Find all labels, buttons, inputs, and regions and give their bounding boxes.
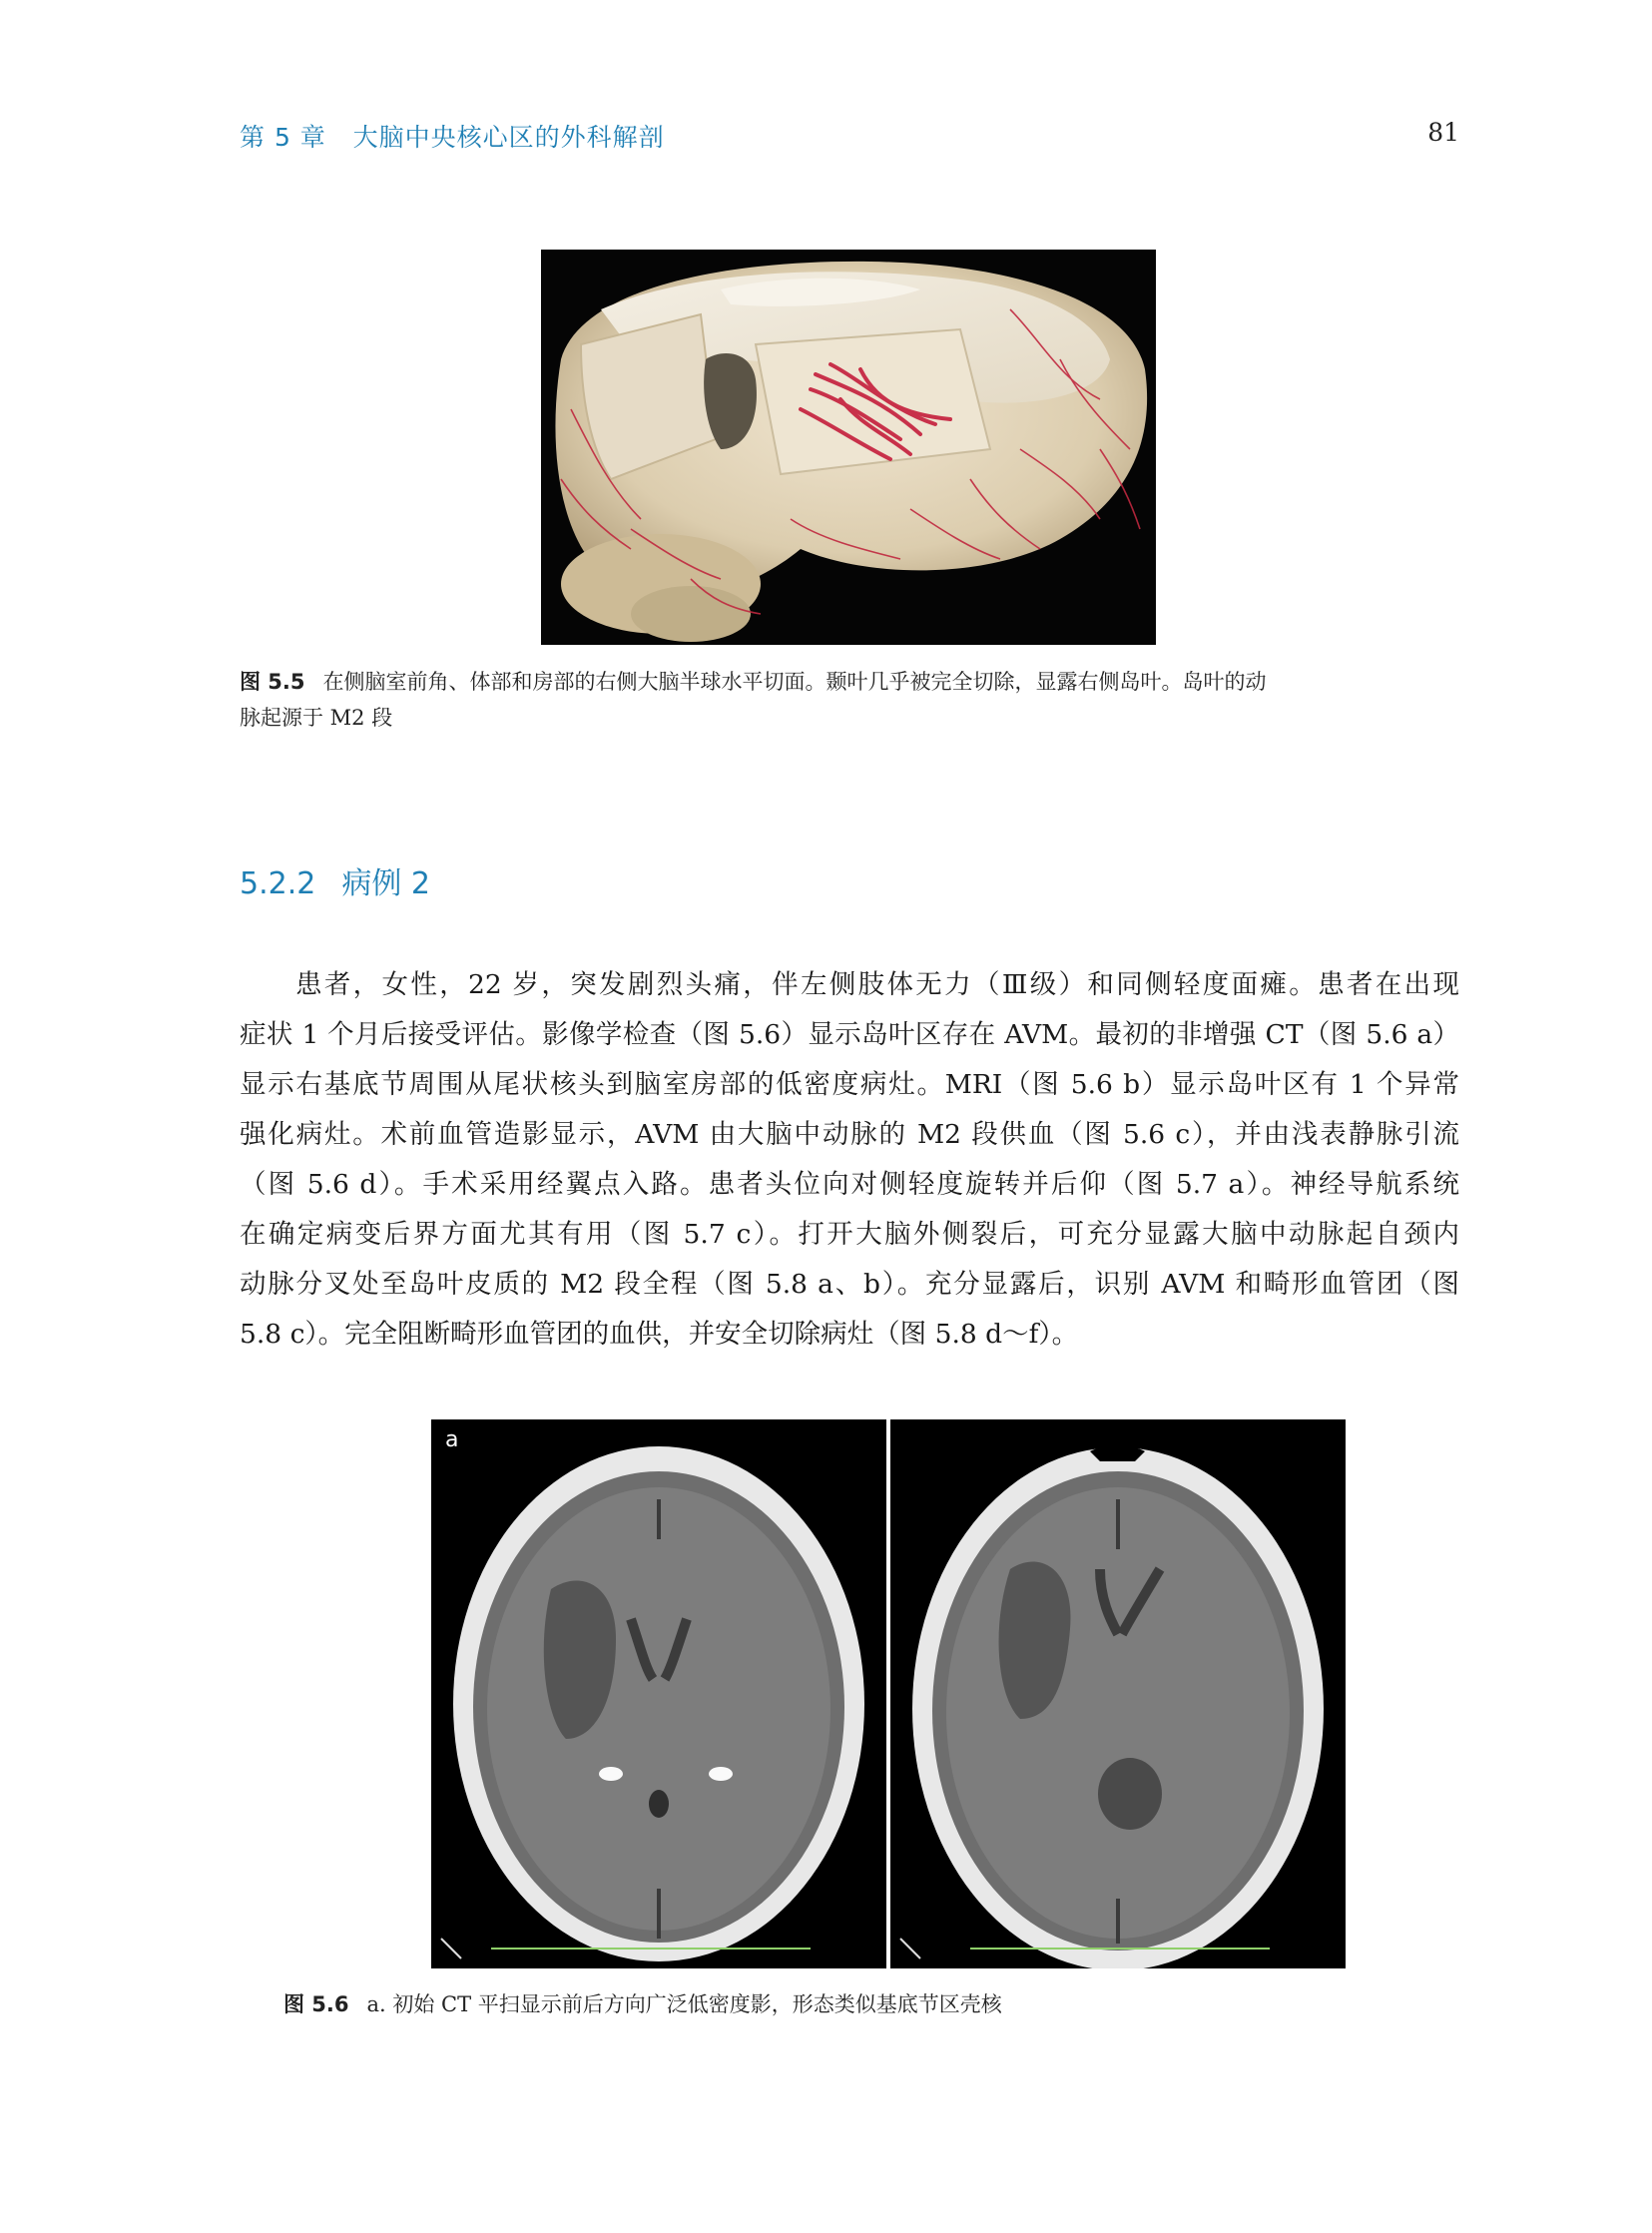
paragraph-line: 5.8 c）。完全阻断畸形血管团的血供，并安全切除病灶（图 5.8 d～f）。 [240,1319,1079,1350]
section-title: 病例 2 [341,866,430,901]
paragraph-line: 症状 1 个月后接受评估。影像学检查（图 5.6）显示岛叶区存在 AVM。最初的非增强 CT（图 5.6 a） [240,1019,1459,1050]
page-number: 81 [1427,118,1459,147]
section-number: 5.2.2 [240,866,316,901]
paragraph-line: 显示右基底节周围从尾状核头到脑室房部的低密度病灶。MRI（图 5.6 b）显示岛叶区有 1 个异常 [240,1069,1459,1100]
figure-5-6-caption-text: a. 初始 CT 平扫显示前后方向广泛低密度影，形态类似基底节区壳核 [366,1992,1002,2016]
figure-5-5-caption-line2: 脉起源于 M2 段 [240,706,393,730]
ct-scan-panel-right [890,1419,1346,1968]
figure-5-6-caption [283,1986,1431,2022]
ct-axial-slice-left [431,1419,886,1968]
section-heading [240,858,430,902]
panel-label-a: a [445,1427,459,1452]
figure-5-5-label: 图 5.5 [240,670,305,694]
figure-5-6-label: 图 5.6 [283,1992,349,2016]
ct-scan-panel-left [431,1419,886,1968]
paragraph-line: （图 5.6 d）。手术采用经翼点入路。患者头位向对侧轻度旋转并后仰（图 5.7 a）。神经导航系统 [240,1169,1459,1200]
brain-specimen-photo [541,250,1156,645]
paragraph-line: 在确定病变后界方面尤其有用（图 5.7 c）。打开大脑外侧裂后，可充分显露大脑中动脉起自颈内 [240,1219,1459,1250]
case-paragraph [240,960,1459,1360]
paragraph-line: 患者，女性，22 岁，突发剧烈头痛，伴左侧肢体无力（Ⅲ级）和同侧轻度面瘫。患者在出现 [295,969,1459,1000]
figure-5-5-caption [240,664,1459,736]
ct-axial-slice-right [890,1419,1346,1968]
running-header [240,118,1459,158]
paragraph-line: 动脉分叉处至岛叶皮质的 M2 段全程（图 5.8 a、b）。充分显露后，识别 AVM 和畸形血管团（图 [240,1269,1459,1300]
paragraph-line: 强化病灶。术前血管造影显示，AVM 由大脑中动脉的 M2 段供血（图 5.6 c），并由浅表静脉引流 [240,1119,1459,1150]
chapter-title: 第 5 章 大脑中央核心区的外科解剖 [240,123,665,152]
brain-specimen-illustration [541,250,1156,645]
figure-5-5-caption-line1: 在侧脑室前角、体部和房部的右侧大脑半球水平切面。颞叶几乎被完全切除，显露右侧岛叶。岛叶的动 [322,670,1267,694]
